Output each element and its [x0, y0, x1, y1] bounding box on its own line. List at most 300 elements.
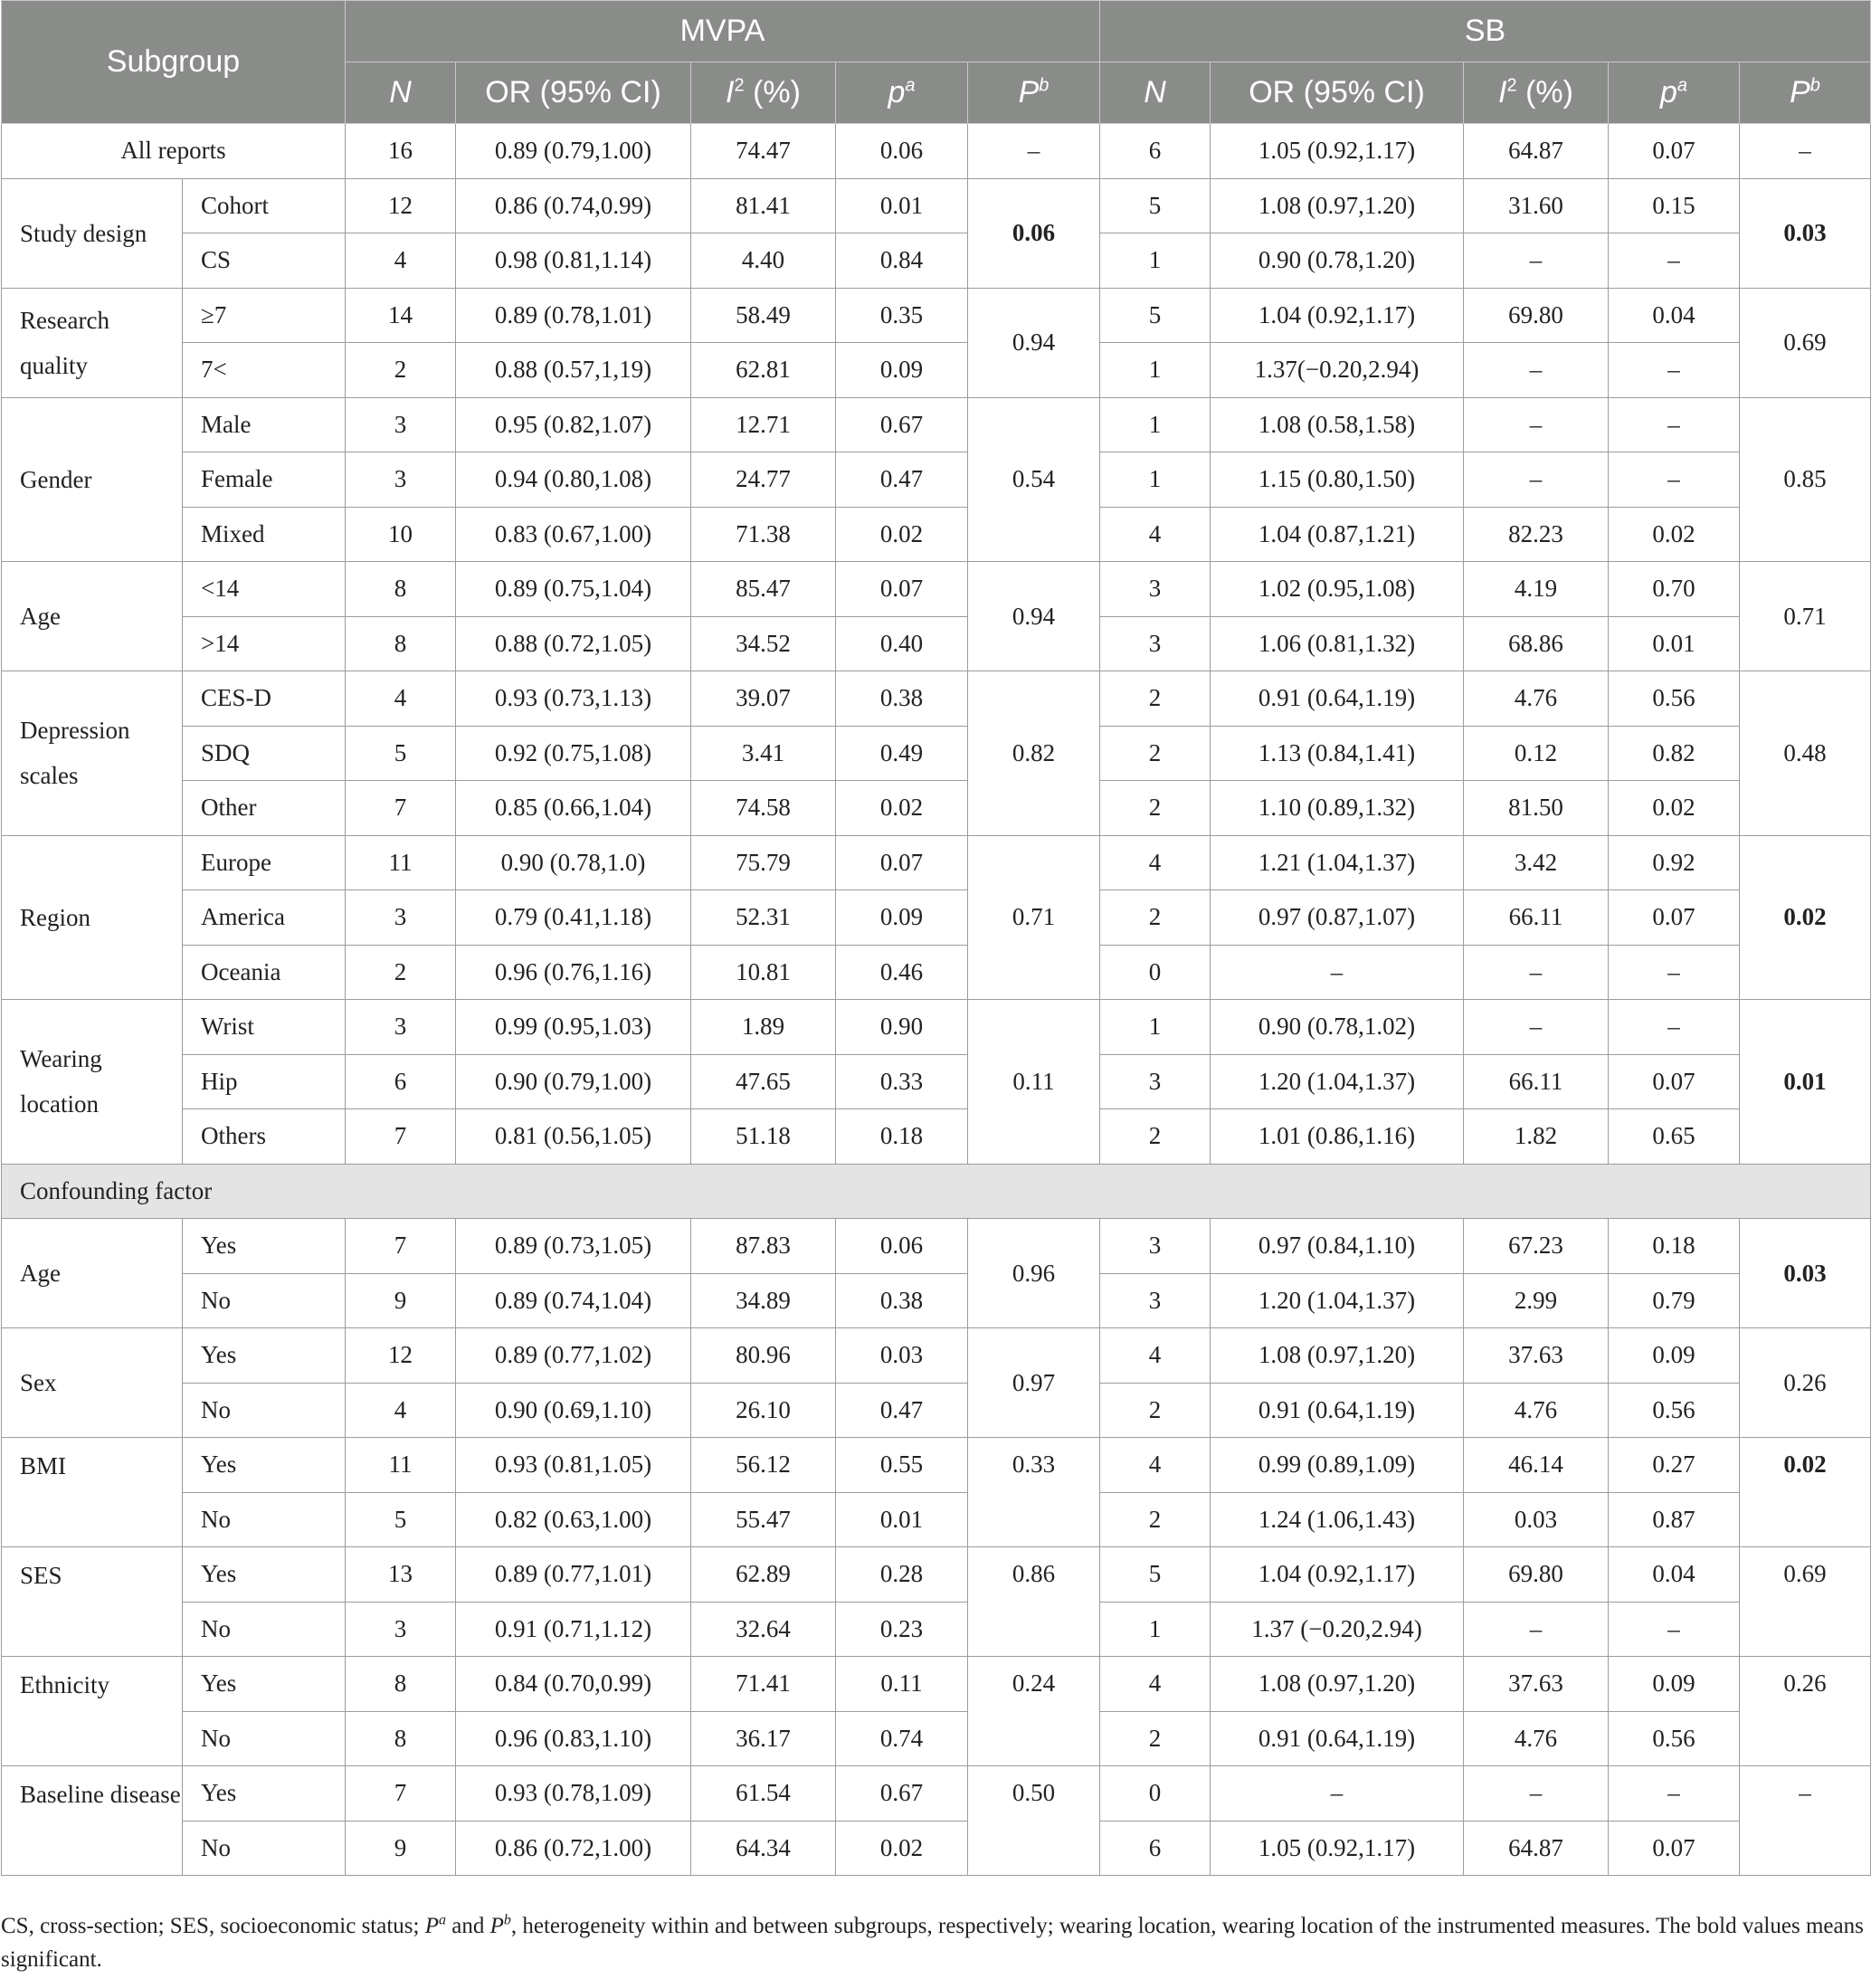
subgroup-name: Ethnicity — [2, 1657, 183, 1766]
sb-cell: 2 — [1100, 671, 1211, 727]
sb-cell: – — [1609, 1602, 1740, 1657]
mvpa-cell: 56.12 — [691, 1438, 836, 1493]
mvpa-pb-value: 0.97 — [968, 1328, 1100, 1438]
subgroup-analysis-table — [1, 0, 1871, 1876]
table-row — [2, 1383, 1871, 1438]
mvpa-cell: 61.54 — [691, 1766, 836, 1822]
mvpa-cell: 7 — [346, 1766, 456, 1822]
sb-cell: 1 — [1100, 1602, 1211, 1657]
sb-col-header-4: $P^b$ — [1740, 62, 1871, 124]
subgroup-name: Wearing location — [2, 1000, 183, 1165]
table-cell: 16 — [346, 124, 456, 179]
sb-cell: 5 — [1100, 178, 1211, 233]
table-row — [2, 616, 1871, 671]
subgroup-level: 7< — [183, 343, 346, 398]
sb-cell: 0.04 — [1609, 288, 1740, 343]
mvpa-cell: 2 — [346, 343, 456, 398]
mvpa-cell: 0.01 — [836, 1492, 968, 1547]
sb-cell: 0.18 — [1609, 1219, 1740, 1274]
mvpa-cell: 26.10 — [691, 1383, 836, 1438]
table-row — [2, 233, 1871, 289]
mvpa-cell: 0.94 (0.80,1.08) — [456, 452, 691, 508]
sb-cell: 46.14 — [1464, 1438, 1609, 1493]
subgroup-name: Baseline disease — [2, 1766, 183, 1876]
mvpa-cell: 62.89 — [691, 1547, 836, 1603]
sb-cell: 0.79 — [1609, 1273, 1740, 1328]
sb-cell: 1.08 (0.58,1.58) — [1211, 397, 1464, 452]
table-row — [2, 1438, 1871, 1493]
sb-cell: 1.37(−0.20,2.94) — [1211, 343, 1464, 398]
mvpa-cell: 4 — [346, 1383, 456, 1438]
sb-cell: 5 — [1100, 1547, 1211, 1603]
mvpa-cell: 51.18 — [691, 1109, 836, 1165]
table-row — [2, 1602, 1871, 1657]
mvpa-cell: 0.89 (0.74,1.04) — [456, 1273, 691, 1328]
subgroup-name: Age — [2, 1219, 183, 1328]
table-row — [2, 1328, 1871, 1384]
sb-col-header-0: N — [1100, 62, 1211, 124]
subgroup-level: No — [183, 1711, 346, 1766]
sb-cell: 0.07 — [1609, 1054, 1740, 1109]
mvpa-cell: 47.65 — [691, 1054, 836, 1109]
sb-cell: 2 — [1100, 890, 1211, 946]
mvpa-cell: 9 — [346, 1821, 456, 1876]
mvpa-cell: 34.52 — [691, 616, 836, 671]
sb-col-header-3: $p^a$ — [1609, 62, 1740, 124]
table-row — [2, 1000, 1871, 1055]
mvpa-cell: 12.71 — [691, 397, 836, 452]
mvpa-cell: 8 — [346, 562, 456, 617]
table-row — [2, 1766, 1871, 1822]
subgroup-level: No — [183, 1383, 346, 1438]
mvpa-cell: 0.85 (0.66,1.04) — [456, 781, 691, 836]
mvpa-cell: 74.58 — [691, 781, 836, 836]
sb-cell: 4.76 — [1464, 1711, 1609, 1766]
mvpa-cell: 0.47 — [836, 1383, 968, 1438]
mvpa-cell: 0.96 (0.83,1.10) — [456, 1711, 691, 1766]
subgroup-level: America — [183, 890, 346, 946]
mvpa-col-header-0: N — [346, 62, 456, 124]
subgroup-level: Yes — [183, 1438, 346, 1493]
sb-cell: 4 — [1100, 507, 1211, 562]
subgroup-name: Sex — [2, 1328, 183, 1438]
sb-pb-value: 0.26 — [1740, 1657, 1871, 1766]
mvpa-cell: 55.47 — [691, 1492, 836, 1547]
subgroup-level: No — [183, 1273, 346, 1328]
sb-pb-value: 0.69 — [1740, 288, 1871, 397]
section-heading-row — [2, 1164, 1871, 1219]
sb-cell: 0 — [1100, 945, 1211, 1000]
mvpa-cell: 81.41 — [691, 178, 836, 233]
sb-cell: 1.06 (0.81,1.32) — [1211, 616, 1464, 671]
mvpa-cell: 0.96 (0.76,1.16) — [456, 945, 691, 1000]
table-row — [2, 671, 1871, 727]
subgroup-name: Study design — [2, 178, 183, 288]
sb-pb-value: 0.02 — [1740, 835, 1871, 1000]
subgroup-level: Yes — [183, 1766, 346, 1822]
footnote-pa: $P^a$ — [424, 1912, 446, 1938]
footnote-and: and — [446, 1914, 490, 1938]
table-row — [2, 507, 1871, 562]
sb-cell: 2 — [1100, 1109, 1211, 1165]
footnote-pb: $P^b$ — [489, 1912, 511, 1938]
sb-cell: – — [1609, 233, 1740, 289]
sb-cell: 0.97 (0.84,1.10) — [1211, 1219, 1464, 1274]
sb-cell: – — [1609, 397, 1740, 452]
table-row — [2, 1711, 1871, 1766]
subgroup-name: SES — [2, 1547, 183, 1657]
sb-cell: 66.11 — [1464, 1054, 1609, 1109]
mvpa-cell: 0.91 (0.71,1.12) — [456, 1602, 691, 1657]
subgroup-name: Age — [2, 562, 183, 671]
mvpa-cell: 0.38 — [836, 1273, 968, 1328]
sb-cell: 2 — [1100, 1492, 1211, 1547]
sb-cell: – — [1609, 1766, 1740, 1822]
sb-cell: 1.08 (0.97,1.20) — [1211, 178, 1464, 233]
sb-col-header-2: $I^2$ (%) — [1464, 62, 1609, 124]
subgroup-name: Region — [2, 835, 183, 1000]
table-footnote — [1, 1909, 1865, 1976]
sb-cell: 1.10 (0.89,1.32) — [1211, 781, 1464, 836]
mvpa-cell: 12 — [346, 178, 456, 233]
sb-cell: 1.13 (0.84,1.41) — [1211, 726, 1464, 781]
subgroup-level: Mixed — [183, 507, 346, 562]
mvpa-cell: 8 — [346, 616, 456, 671]
sb-cell: 0.90 (0.78,1.20) — [1211, 233, 1464, 289]
mvpa-cell: 34.89 — [691, 1273, 836, 1328]
mvpa-cell: 64.34 — [691, 1821, 836, 1876]
sb-cell: 0.02 — [1609, 781, 1740, 836]
sb-pb-value: 0.26 — [1740, 1328, 1871, 1438]
mvpa-pb-value: 0.82 — [968, 671, 1100, 836]
sb-cell: 0.90 (0.78,1.02) — [1211, 1000, 1464, 1055]
footnote-text-1: CS, cross-section; SES, socioeconomic status; — [1, 1914, 425, 1938]
sb-cell: 2 — [1100, 1711, 1211, 1766]
table-row — [2, 178, 1871, 233]
sb-cell: – — [1609, 452, 1740, 508]
sb-cell: 1.15 (0.80,1.50) — [1211, 452, 1464, 508]
mvpa-cell: 0.81 (0.56,1.05) — [456, 1109, 691, 1165]
subgroup-level: Yes — [183, 1657, 346, 1712]
sb-cell: 0.12 — [1464, 726, 1609, 781]
table-cell: – — [968, 124, 1100, 179]
sb-cell: 6 — [1100, 1821, 1211, 1876]
mvpa-cell: 10 — [346, 507, 456, 562]
subgroup-level: Oceania — [183, 945, 346, 1000]
sb-cell: 1.04 (0.87,1.21) — [1211, 507, 1464, 562]
subgroup-level: Male — [183, 397, 346, 452]
subgroup-level: Hip — [183, 1054, 346, 1109]
sb-cell: 1.04 (0.92,1.17) — [1211, 288, 1464, 343]
footnote-text-2: , heterogeneity within and between subgroups, respectively; wearing location, wearing location of the instrumented measures. The bold values means significant. — [1, 1914, 1864, 1972]
sb-cell: 4 — [1100, 835, 1211, 890]
mvpa-cell: 0.11 — [836, 1657, 968, 1712]
mvpa-cell: 0.89 (0.77,1.02) — [456, 1328, 691, 1384]
mvpa-cell: 0.67 — [836, 1766, 968, 1822]
mvpa-cell: 7 — [346, 1109, 456, 1165]
mvpa-cell: 0.09 — [836, 343, 968, 398]
table-cell: 64.87 — [1464, 124, 1609, 179]
mvpa-cell: 0.89 (0.78,1.01) — [456, 288, 691, 343]
mvpa-cell: 0.02 — [836, 1821, 968, 1876]
sb-cell: – — [1609, 343, 1740, 398]
sb-cell: 1.01 (0.86,1.16) — [1211, 1109, 1464, 1165]
subgroup-name: Depression scales — [2, 671, 183, 836]
mvpa-cell: 0.93 (0.78,1.09) — [456, 1766, 691, 1822]
mvpa-cell: 13 — [346, 1547, 456, 1603]
sb-pb-value: 0.03 — [1740, 178, 1871, 288]
sb-cell: 0.97 (0.87,1.07) — [1211, 890, 1464, 946]
sb-cell: 3 — [1100, 616, 1211, 671]
table-row — [2, 726, 1871, 781]
mvpa-cell: 0.90 (0.79,1.00) — [456, 1054, 691, 1109]
mvpa-cell: 0.90 (0.69,1.10) — [456, 1383, 691, 1438]
mvpa-cell: 0.93 (0.73,1.13) — [456, 671, 691, 727]
mvpa-cell: 0.98 (0.81,1.14) — [456, 233, 691, 289]
mvpa-cell: 3 — [346, 890, 456, 946]
mvpa-pb-value: 0.71 — [968, 835, 1100, 1000]
sb-cell: 37.63 — [1464, 1657, 1609, 1712]
sb-pb-value: 0.02 — [1740, 1438, 1871, 1547]
mvpa-cell: 0.35 — [836, 288, 968, 343]
mvpa-cell: 0.95 (0.82,1.07) — [456, 397, 691, 452]
table-row — [2, 397, 1871, 452]
mvpa-col-header-3: $p^a$ — [836, 62, 968, 124]
mvpa-cell: 0.79 (0.41,1.18) — [456, 890, 691, 946]
mvpa-cell: 0.89 (0.73,1.05) — [456, 1219, 691, 1274]
mvpa-cell: 2 — [346, 945, 456, 1000]
sb-cell: 68.86 — [1464, 616, 1609, 671]
mvpa-cell: 4 — [346, 671, 456, 727]
sb-cell: 1 — [1100, 452, 1211, 508]
table-row — [2, 781, 1871, 836]
mvpa-cell: 0.28 — [836, 1547, 968, 1603]
sb-cell: 0.91 (0.64,1.19) — [1211, 1383, 1464, 1438]
sb-cell: 1.02 (0.95,1.08) — [1211, 562, 1464, 617]
mvpa-cell: 0.18 — [836, 1109, 968, 1165]
sb-pb-value: 0.69 — [1740, 1547, 1871, 1657]
sb-cell: 0.07 — [1609, 1821, 1740, 1876]
mvpa-cell: 3 — [346, 1602, 456, 1657]
mvpa-cell: 36.17 — [691, 1711, 836, 1766]
table-row — [2, 1657, 1871, 1712]
subgroup-level: Female — [183, 452, 346, 508]
mvpa-pb-value: 0.54 — [968, 397, 1100, 562]
sb-cell: 1.08 (0.97,1.20) — [1211, 1328, 1464, 1384]
sb-cell: 0.04 — [1609, 1547, 1740, 1603]
mvpa-cell: 0.93 (0.81,1.05) — [456, 1438, 691, 1493]
sb-cell: 0.07 — [1609, 890, 1740, 946]
sb-cell: 0.99 (0.89,1.09) — [1211, 1438, 1464, 1493]
mvpa-col-header-1: OR (95% CI) — [456, 62, 691, 124]
sb-cell: 0 — [1100, 1766, 1211, 1822]
sb-cell: 67.23 — [1464, 1219, 1609, 1274]
sb-pb-value: 0.48 — [1740, 671, 1871, 836]
mvpa-col-header-4: $P^b$ — [968, 62, 1100, 124]
sb-cell: – — [1464, 233, 1609, 289]
subgroup-level: Wrist — [183, 1000, 346, 1055]
sb-cell: 0.56 — [1609, 671, 1740, 727]
mvpa-pb-value: 0.96 — [968, 1219, 1100, 1328]
sb-cell: 0.92 — [1609, 835, 1740, 890]
sb-cell: 4.76 — [1464, 1383, 1609, 1438]
mvpa-cell: 0.84 (0.70,0.99) — [456, 1657, 691, 1712]
mvpa-cell: 24.77 — [691, 452, 836, 508]
sb-pb-value: 0.01 — [1740, 1000, 1871, 1165]
mvpa-cell: 3.41 — [691, 726, 836, 781]
subgroup-header: Subgroup — [2, 1, 346, 124]
sb-cell: 1.08 (0.97,1.20) — [1211, 1657, 1464, 1712]
sb-cell: – — [1211, 945, 1464, 1000]
table-row — [2, 562, 1871, 617]
sb-cell: 1 — [1100, 233, 1211, 289]
mvpa-col-header-2: $I^2$ (%) — [691, 62, 836, 124]
table-row — [2, 890, 1871, 946]
table-row — [2, 1219, 1871, 1274]
mvpa-cell: 11 — [346, 1438, 456, 1493]
sb-cell: – — [1609, 945, 1740, 1000]
subgroup-name: Gender — [2, 397, 183, 562]
mvpa-cell: 39.07 — [691, 671, 836, 727]
mvpa-cell: 14 — [346, 288, 456, 343]
mvpa-pb-value: 0.33 — [968, 1438, 1100, 1547]
table-row — [2, 1109, 1871, 1165]
mvpa-cell: 0.82 (0.63,1.00) — [456, 1492, 691, 1547]
mvpa-cell: 0.90 — [836, 1000, 968, 1055]
mvpa-cell: 5 — [346, 1492, 456, 1547]
sb-cell: 1.04 (0.92,1.17) — [1211, 1547, 1464, 1603]
mvpa-cell: 87.83 — [691, 1219, 836, 1274]
sb-cell: 69.80 — [1464, 288, 1609, 343]
mvpa-cell: 10.81 — [691, 945, 836, 1000]
sb-cell: 3 — [1100, 1054, 1211, 1109]
mvpa-cell: 0.88 (0.72,1.05) — [456, 616, 691, 671]
mvpa-cell: 0.47 — [836, 452, 968, 508]
sb-cell: 1.82 — [1464, 1109, 1609, 1165]
subgroup-level: CES-D — [183, 671, 346, 727]
sb-pb-value: 0.03 — [1740, 1219, 1871, 1328]
mvpa-cell: 4.40 — [691, 233, 836, 289]
table-row — [2, 124, 1871, 179]
table-row — [2, 343, 1871, 398]
mvpa-cell: 71.38 — [691, 507, 836, 562]
subgroup-level: Other — [183, 781, 346, 836]
subgroup-level: ≥7 — [183, 288, 346, 343]
sb-cell: 0.01 — [1609, 616, 1740, 671]
mvpa-cell: 6 — [346, 1054, 456, 1109]
sb-cell: 0.91 (0.64,1.19) — [1211, 671, 1464, 727]
table-cell: 6 — [1100, 124, 1211, 179]
mvpa-pb-value: 0.94 — [968, 288, 1100, 397]
sb-cell: 3 — [1100, 1273, 1211, 1328]
sb-col-header-1: OR (95% CI) — [1211, 62, 1464, 124]
mvpa-cell: 0.07 — [836, 562, 968, 617]
sb-cell: 0.56 — [1609, 1383, 1740, 1438]
sb-cell: – — [1464, 397, 1609, 452]
mvpa-cell: 0.09 — [836, 890, 968, 946]
sb-cell: 3 — [1100, 1219, 1211, 1274]
confounding-factor-heading: Confounding factor — [2, 1164, 1871, 1219]
sb-cell: 0.65 — [1609, 1109, 1740, 1165]
mvpa-cell: 0.02 — [836, 781, 968, 836]
sb-cell: 4.76 — [1464, 671, 1609, 727]
sb-cell: 37.63 — [1464, 1328, 1609, 1384]
mvpa-cell: 0.01 — [836, 178, 968, 233]
subgroup-level: Others — [183, 1109, 346, 1165]
table-cell: 1.05 (0.92,1.17) — [1211, 124, 1464, 179]
sb-cell: 69.80 — [1464, 1547, 1609, 1603]
mvpa-cell: 71.41 — [691, 1657, 836, 1712]
subgroup-level: SDQ — [183, 726, 346, 781]
sb-cell: 3 — [1100, 562, 1211, 617]
table-cell: 74.47 — [691, 124, 836, 179]
mvpa-cell: 0.23 — [836, 1602, 968, 1657]
sb-cell: – — [1464, 1602, 1609, 1657]
sb-cell: – — [1464, 343, 1609, 398]
table-cell: – — [1740, 124, 1871, 179]
mvpa-cell: 0.40 — [836, 616, 968, 671]
table-row — [2, 288, 1871, 343]
sb-cell: – — [1464, 945, 1609, 1000]
mvpa-cell: 0.84 — [836, 233, 968, 289]
mvpa-cell: 9 — [346, 1273, 456, 1328]
sb-cell: 1.20 (1.04,1.37) — [1211, 1273, 1464, 1328]
mvpa-cell: 3 — [346, 1000, 456, 1055]
mvpa-cell: 12 — [346, 1328, 456, 1384]
sb-cell: 31.60 — [1464, 178, 1609, 233]
mvpa-cell: 7 — [346, 1219, 456, 1274]
mvpa-cell: 80.96 — [691, 1328, 836, 1384]
table-row — [2, 1547, 1871, 1603]
mvpa-pb-value: 0.06 — [968, 178, 1100, 288]
sb-cell: 0.09 — [1609, 1657, 1740, 1712]
sb-cell: – — [1464, 452, 1609, 508]
mvpa-cell: 0.99 (0.95,1.03) — [456, 1000, 691, 1055]
mvpa-cell: 8 — [346, 1711, 456, 1766]
mvpa-cell: 8 — [346, 1657, 456, 1712]
sb-cell: – — [1609, 1000, 1740, 1055]
mvpa-cell: 0.38 — [836, 671, 968, 727]
sb-cell: 0.82 — [1609, 726, 1740, 781]
subgroup-level: Yes — [183, 1547, 346, 1603]
mvpa-cell: 0.86 (0.72,1.00) — [456, 1821, 691, 1876]
table-cell: 0.06 — [836, 124, 968, 179]
mvpa-cell: 1.89 — [691, 1000, 836, 1055]
mvpa-cell: 58.49 — [691, 288, 836, 343]
sb-cell: 1 — [1100, 1000, 1211, 1055]
sb-cell: 4.19 — [1464, 562, 1609, 617]
table-cell: 0.89 (0.79,1.00) — [456, 124, 691, 179]
mvpa-pb-value: 0.50 — [968, 1766, 1100, 1876]
sb-cell: 0.87 — [1609, 1492, 1740, 1547]
mvpa-cell: 5 — [346, 726, 456, 781]
subgroup-level: CS — [183, 233, 346, 289]
sb-cell: 1.05 (0.92,1.17) — [1211, 1821, 1464, 1876]
sb-cell: 4 — [1100, 1328, 1211, 1384]
sb-cell: 2 — [1100, 726, 1211, 781]
sb-cell: 4 — [1100, 1657, 1211, 1712]
sb-cell: 1.37 (−0.20,2.94) — [1211, 1602, 1464, 1657]
sb-cell: 0.09 — [1609, 1328, 1740, 1384]
mvpa-cell: 4 — [346, 233, 456, 289]
sb-cell: 0.15 — [1609, 178, 1740, 233]
table-cell: 0.07 — [1609, 124, 1740, 179]
mvpa-cell: 0.86 (0.74,0.99) — [456, 178, 691, 233]
mvpa-cell: 62.81 — [691, 343, 836, 398]
table-row — [2, 452, 1871, 508]
mvpa-cell: 3 — [346, 397, 456, 452]
subgroup-name: BMI — [2, 1438, 183, 1547]
